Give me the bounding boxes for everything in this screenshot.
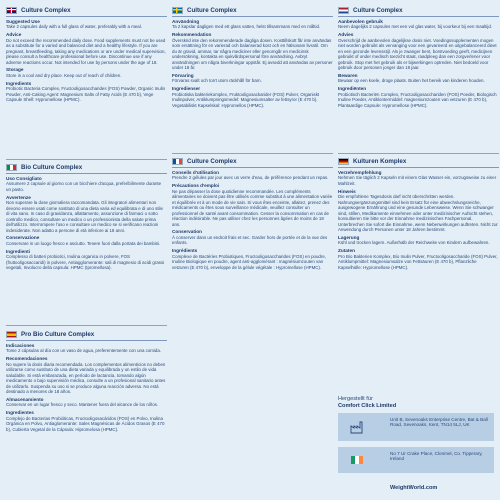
paragraph: Assumere 2 capsule al giorno con un bicchiere d'acqua, preferibilmente durante un pasto. bbox=[6, 181, 162, 192]
heading: Rekommendation bbox=[172, 32, 212, 38]
heading: Conseils d'utilisation bbox=[172, 169, 219, 175]
heading: Suggested Use bbox=[6, 18, 40, 24]
paragraph: Store in a cool and dry place. Keep out of reach of children. bbox=[6, 72, 122, 78]
heading: Conservation bbox=[172, 229, 202, 235]
ie-address: No 7 Ur Crake Place, Clonmel, Co. Tipperary, Ireland bbox=[390, 451, 483, 462]
heading: Förvaring bbox=[172, 72, 194, 78]
website-link[interactable]: WeightWorld.com bbox=[390, 485, 438, 491]
heading: Verzehrempfehlung bbox=[338, 169, 382, 175]
france-flag-icon bbox=[172, 158, 183, 165]
paragraph: Complejo de Bacterias Probióticas, Fructooligosacáridos (FOS) en Polvo, Inulina Orgánica en Polvo, Antiaglomerante: Sales Magnésicas de Ácidos Grasos (E 470 b), Cubierta Vegetal de la Cápsula: Hipromelosa (HPMC). bbox=[6, 415, 165, 432]
heading: Indicaciones bbox=[6, 342, 35, 348]
paragraph: Conservar en un lugar fresco y seco. Mantener fuera del alcance de los niños. bbox=[6, 402, 159, 408]
heading: Almacenamiento bbox=[6, 396, 44, 402]
heading: Ingredienser bbox=[172, 86, 201, 92]
sweden-flag-icon bbox=[172, 7, 183, 14]
paragraph: Overschrijd de aanbevolen dagelijkse dosis niet. Voedingssupplementen mogen niet worden gebruikt als vervanging voor een gevarieerd en uitgebalanceerd dieet en een gezonde levensstijl. Als je zwanger bent, borstvoeding geeft, medicijnen gebruikt of onder medisch toezicht staat, raadpleeg dan een zorgverlener voor gebruik. Stop met het gebruik als er bijwerkingen optreden. Niet bedoeld voor gebruik door personen jonger dan 18 jaar. bbox=[338, 37, 497, 71]
paragraph: Tome 2 cápsulas al día con un vaso de agua, preferentemente con una comida. bbox=[6, 348, 161, 354]
uk-flag-icon bbox=[6, 7, 17, 14]
heading: Advies bbox=[338, 32, 354, 38]
paragraph: Bewaar op een koele, droge plaats. Buiten het bereik van kinderen houden. bbox=[338, 78, 485, 84]
netherlands-flag-icon bbox=[338, 7, 349, 14]
paragraph: Överskrid inte den rekommenderade dagliga dosen. Kosttillskott får inte användas som ersättning för en varierad och balanserad kost och en hälsosam livsstil. Om du är gravid, ammar, tar några mediciner eller genomgår en medicinsk undersökning, kontakta en sjukvårdspersonal före användning. Avbryt användningen om några biverkningar uppstår. Ej avsedd att användas av personer under 18 år. bbox=[172, 37, 333, 71]
heading: Uso Consigliato bbox=[6, 175, 42, 181]
paragraph: Nehmen Sie täglich 2 Kapseln mit einem Glas Wasser ein, vorzugsweise zu einer Mahlzeit. bbox=[338, 175, 497, 186]
heading: Conservazione bbox=[6, 235, 40, 241]
spain-flag-icon bbox=[6, 331, 17, 338]
uk-address: Unit B, Sevenoaks Enterprise Centre, Bat & Ball Road, Sevenoaks, Kent, TN14 5LJ, UK bbox=[390, 417, 488, 428]
heading: Avvertenze bbox=[6, 194, 31, 200]
paragraph: Probiotisch Bacteriën Complex, Fructooligosacchariden (FOS) Poeder, Biologisch Inuline Poeder, Antiklontermiddel: magnesiumzouten van vetzuren (E 470 b), Plantaardige Capsule: Hypromellose (HPMC). bbox=[338, 91, 497, 108]
product-title-nl: Culture Complex bbox=[353, 6, 403, 14]
section-en bbox=[6, 5, 167, 103]
section-de bbox=[338, 156, 499, 270]
heading: Storage bbox=[6, 67, 24, 73]
paragraph: Non superare la dose giornaliera raccomandata. Gli integratori alimentari non devono essere usati come sostituto di una dieta varia ed equilibrata e di uno stile di vita sano. In caso di gravidanza, allattamento, assunzione di farmaci o sotto controllo medico, consultare un medico o un professionista della salute prima dell'utilizzo. Interrompere l'uso e consultare un medico se si verificano reazioni indesiderate. Non adatto a persone di età inferiore ai 18 anni. bbox=[6, 200, 163, 233]
paragraph: Ta 2 kapslar dagligen med ett glass vatten, helst tillsammans med en måltid. bbox=[172, 24, 321, 30]
product-title-en: Culture Complex bbox=[21, 6, 71, 14]
product-title-es: Pro Bio Culture Complex bbox=[21, 330, 95, 338]
heading: Ingredients bbox=[6, 80, 32, 86]
paragraph: Die empfohlene Tagesdosis darf nicht überschritten werden. Nahrungsergänzungsmittel sind kein Ersatz für eine abwechslungsreiche, ausgewogene Ernährung und eine gesunde Lebensweise. Wenn Sie schwanger sind, stillen, Medikamente einnehmen oder unter medizinischer Aufsicht stehen, konsultieren Sie bitte vor der Einnahme medizinisches Fachpersonal. Unterbrechen Sie sofort die Einnahme, wenn Nebenwirkungen auftreten. Nicht zur Anwendung durch Personen unter 18 Jahren bestimmt. bbox=[338, 194, 498, 233]
product-title-fr: Culture Complex bbox=[187, 157, 237, 165]
manufactured-for-label: Hergestellt für bbox=[338, 396, 373, 402]
heading: Ingredientes bbox=[6, 410, 34, 416]
manufacturer-block bbox=[338, 396, 494, 409]
factory-icon bbox=[350, 420, 364, 434]
paragraph: No supere la dosis diaria recomendada. Los complementos alimenticios no deben utilizarse como sustituto de una dieta variada y equilibrada y un estilo de vida saludable. Si está embarazada, en período de lactancia, tomando algún medicamento o bajo supervisión médica, consulte a un profesional sanitario antes de utilizarlo. Suspenda su uso si se produce alguna reacción adversa. No está destinado a menores de 18 años. bbox=[6, 361, 166, 395]
heading: Ingredienti bbox=[6, 248, 30, 254]
paragraph: Förvaras svalt och torrt utom räckhåll för barn. bbox=[172, 78, 262, 84]
heading: Användning bbox=[172, 18, 200, 24]
heading: Ingrédients bbox=[172, 248, 198, 254]
product-title-de: Kulturen Komplex bbox=[353, 157, 407, 165]
paragraph: Complexe de Bactéries Probiotiques, Fructooligosaccharides (FOS) en poudre, Inuline Biologique en poudre, agent anti-agglomérant : magnésiumzouten van vetzuren (E 470 b), enveloppe de la gélule végétale : Hypromellose (HPMC). bbox=[172, 253, 326, 270]
heading: Zutaten bbox=[338, 248, 355, 254]
heading: Aanbevolen gebruik bbox=[338, 18, 383, 24]
paragraph: Neem dagelijks 2 capsules met een vol glas water, bij voorkeur bij een maaltijd. bbox=[338, 24, 492, 30]
heading: Recomendaciones bbox=[6, 356, 48, 362]
paragraph: À conserver dans un endroit frais et sec. Garder hors de portée et de la vue des enfants. bbox=[172, 234, 328, 246]
heading: Précautions d'emploi bbox=[172, 183, 220, 189]
section-nl bbox=[338, 5, 499, 108]
section-fr bbox=[172, 156, 333, 270]
section-es bbox=[6, 329, 167, 432]
product-title-sv: Culture Complex bbox=[187, 6, 237, 14]
heading: Lagerung bbox=[338, 234, 360, 240]
section-sv bbox=[172, 5, 333, 108]
paragraph: Do not exceed the recommended daily dose. Food supplements must not be used as a substitute for a varied and balanced diet and a healthy lifestyle. If you are pregnant, breastfeeding, taking any medications or are under medical supervision, please consult a healthcare professional before use. Discontinue use if any adverse reactions occur. Not intended for use by persons under the age of 18. bbox=[6, 37, 166, 65]
italy-flag-icon bbox=[6, 164, 17, 171]
heading: Bewaren bbox=[338, 72, 358, 78]
ireland-flag-icon bbox=[350, 453, 364, 467]
uk-address-block bbox=[338, 413, 494, 441]
ie-address-block bbox=[338, 447, 494, 473]
heading: Ingrediënten bbox=[338, 86, 367, 92]
section-it bbox=[6, 162, 167, 271]
paragraph: Conservare in un luogo fresco e asciutto. Tenere fuori dalla portata dei bambini. bbox=[6, 240, 161, 246]
paragraph: Complesso di batteri probiotici, Inulina organica in polvere, FOS (fruttooligosaccaridi) in polvere, Antiagglomerante: sali di magnesio di acidi grassi vegetali, Involucro della capsula: HPMC (Ipromellosa). bbox=[6, 254, 165, 271]
paragraph: Take 2 capsules daily with a full glass of water, preferably with a meal. bbox=[6, 24, 142, 30]
paragraph: Probiotic Bacteria Complex, Fructooligosaccharides (FOS) Powder, Organic Inulin Powder, Anti-Caking Agent: Magnesium Salts of Fatty Acids (E 470 b), Vege Capsule Shell: Hypromellose (HPMC). bbox=[6, 86, 166, 103]
heading: Advice bbox=[6, 32, 22, 38]
company-name: Comfort Click Limited bbox=[338, 402, 397, 409]
paragraph: Kühl und trocken lagern. Außerhalb der Reichweite von Kindern aufbewahren. bbox=[338, 240, 490, 246]
product-title-it: Bio Culture Complex bbox=[21, 163, 83, 171]
paragraph: Ne pas dépasser la dose quotidienne recommandée. Les compléments alimentaires ne doivent pas être utilisés comme substitut à une alimentation variée et équilibrée et à un mode de vie sain. Si vous êtes enceinte, allaitez, prenez des médicaments ou êtes sous surveillance médicale, veuillez consulter un professionnel de santé avant consommation. Cesser la consommation en cas de réaction indésirable. Ne pas utiliser chez les personnes âgées de moins de 18 ans. bbox=[172, 188, 333, 227]
paragraph: Probiotiska bakteriekomplex, Fruktooligosackarider (FOS) Pulver, Organiskt Inulinpulver, Antiklumpningsmedel: Magnesiumsalter av fettsyror (E 470 b), Vegetabiliskt Kapselskal: Hypromellos (HPMC). bbox=[172, 91, 320, 108]
heading: Hinweis bbox=[338, 188, 356, 194]
paragraph: Prendre 2 gélules par jour avec un verre d'eau, de préférence pendant un repas. bbox=[172, 175, 329, 181]
germany-flag-icon bbox=[338, 158, 349, 165]
paragraph: Pro Bio Bakterien Komplex, Bio Inulin Pulver, Fructooligosaccharide (FOS) Pulver, Antiklumpmittel: Magnesiumsalze von Fettsäuren (E 470 b), Pflanzliche Kapselhülle: Hypromellose (HPMC). bbox=[338, 253, 498, 270]
